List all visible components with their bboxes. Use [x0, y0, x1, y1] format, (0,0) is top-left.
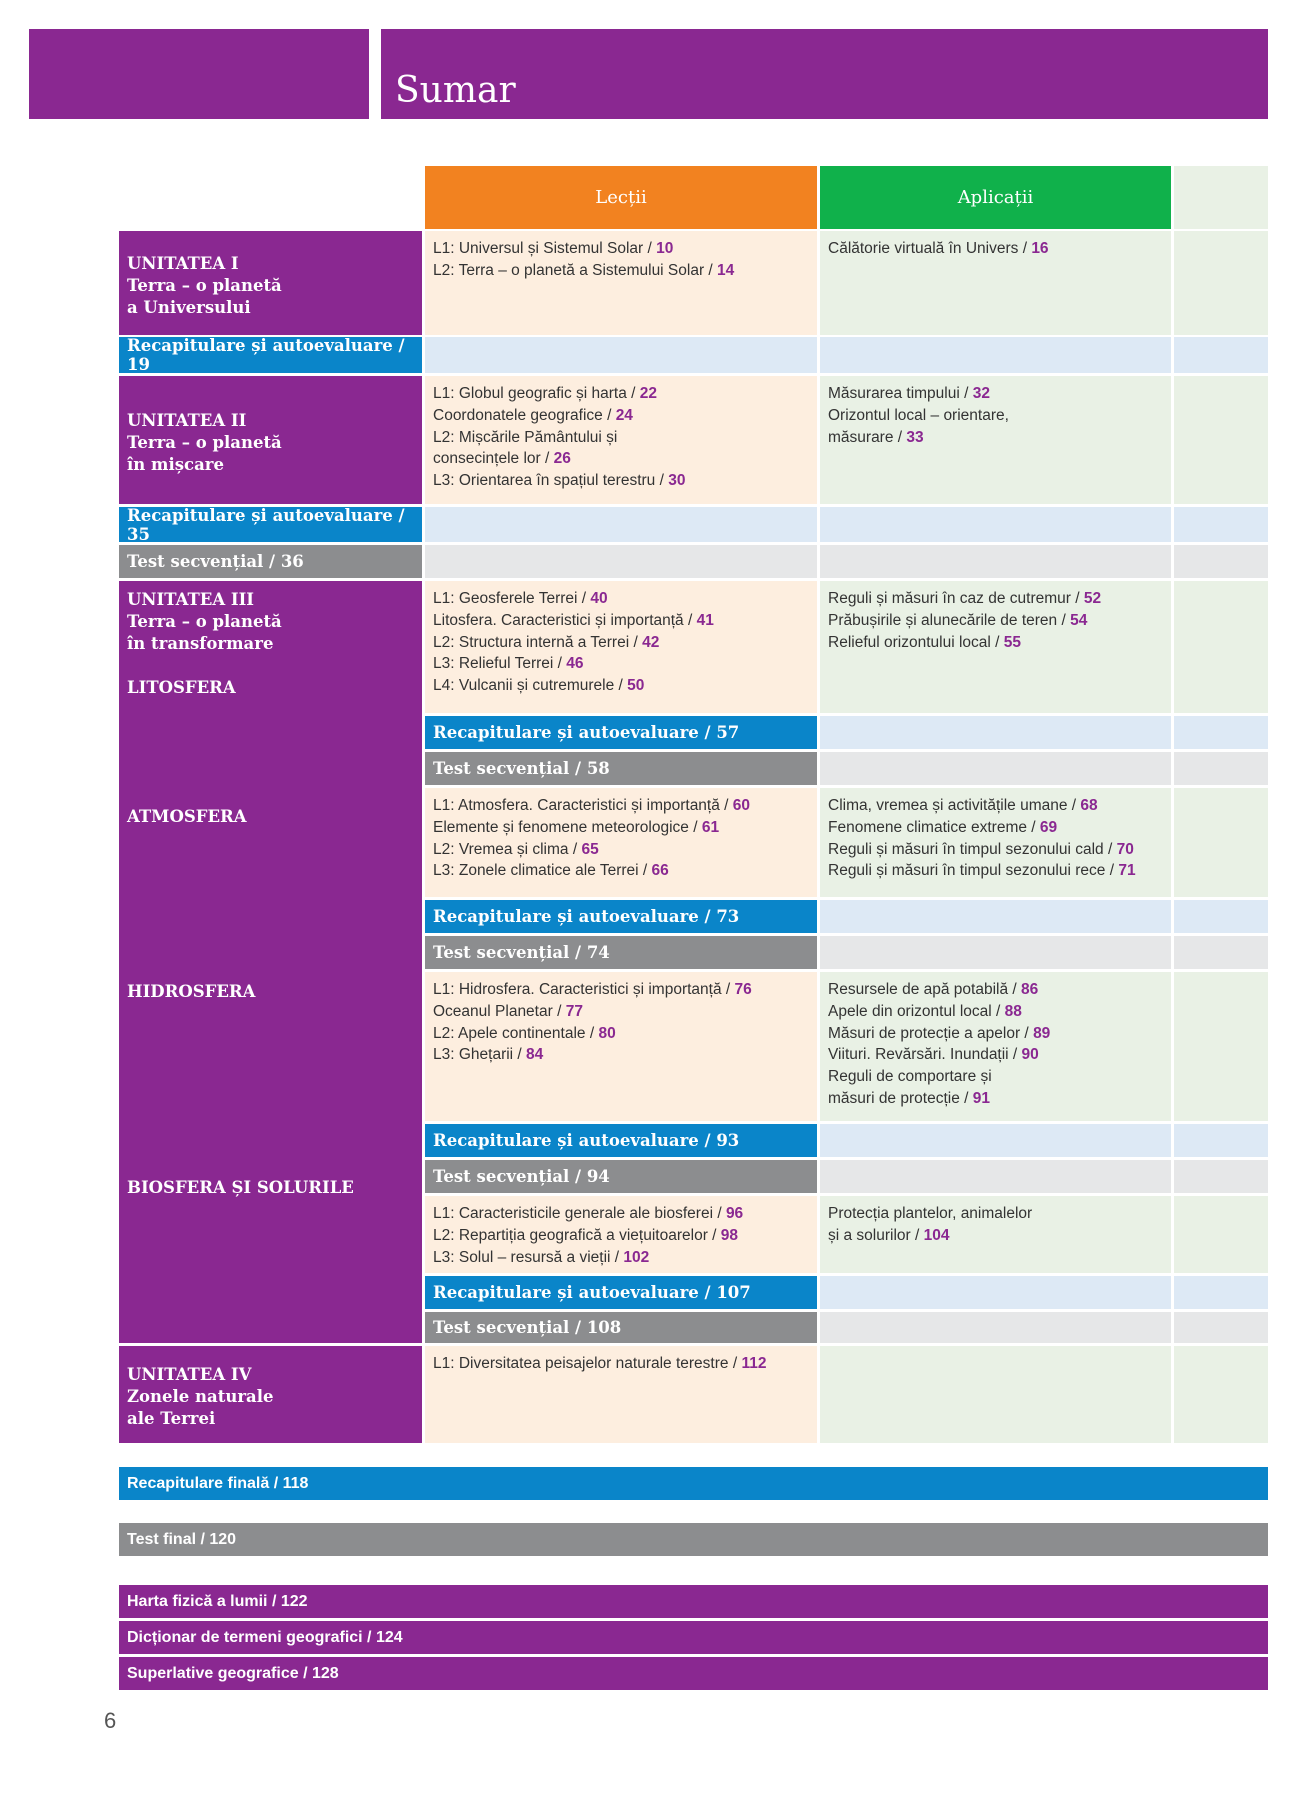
app-item: Apele din orizontul local / 88 [828, 1002, 1022, 1020]
unit2-lessons [425, 376, 817, 504]
lesson-item: L2: Vremea și clima / 65 [433, 840, 599, 858]
app-item: Reguli de comportare și [828, 1068, 992, 1086]
hidrosfera-test: Test secvențial / 94 [425, 1160, 817, 1193]
column-header-apps: Aplicații [820, 166, 1171, 229]
empty-cell [820, 1124, 1171, 1157]
lesson-item: L1: Geosferele Terrei / 40 [433, 590, 608, 607]
section-litosfera: LITOSFERA [127, 678, 236, 697]
unit1-label [119, 231, 422, 335]
empty-cell [1174, 936, 1268, 969]
unit2-extra [1174, 376, 1268, 504]
app-item: Reguli și măsuri în timpul sezonului rece / 71 [828, 862, 1136, 880]
app-item: Reguli și măsuri în caz de cutremur / 52 [828, 590, 1102, 607]
empty-cell [425, 545, 817, 578]
column-header-lessons: Lecții [425, 166, 817, 229]
empty-cell [820, 545, 1171, 578]
app-item: Călătorie virtuală în Univers / 16 [828, 240, 1049, 257]
empty-cell [1174, 1160, 1268, 1193]
empty-cell [1174, 1346, 1268, 1443]
unit4-line1: UNITATEA IV [127, 1365, 252, 1384]
unit1-line1: UNITATEA I [127, 254, 239, 273]
unit3-line3: în transformare [127, 634, 274, 653]
header-bar [381, 29, 1268, 119]
lesson-item: L3: Ghețarii / 84 [433, 1046, 544, 1064]
empty-cell [1174, 337, 1268, 373]
unit2-test: Test secvențial / 36 [119, 545, 422, 578]
atmosfera-lessons [425, 788, 817, 897]
empty-cell [1174, 900, 1268, 933]
app-item: Orizontul local – orientare, [828, 406, 1009, 424]
lesson-item: Oceanul Planetar / 77 [433, 1002, 583, 1020]
lesson-item: consecințele lor / 26 [433, 450, 571, 468]
empty-cell [1174, 581, 1268, 713]
app-item: Fenomene climatice extreme / 69 [828, 818, 1058, 836]
unit2-line2: Terra – o planetă [127, 433, 282, 452]
unit4-label [119, 1346, 422, 1443]
hidrosfera-apps [820, 972, 1171, 1121]
litosfera-recap: Recapitulare și autoevaluare / 57 [425, 716, 817, 749]
lesson-item: L2: Structura internă a Terrei / 42 [433, 633, 660, 651]
empty-cell [820, 337, 1171, 373]
app-item: Reguli și măsuri în timpul sezonului cald / 70 [828, 840, 1134, 858]
lesson-item: L1: Hidrosfera. Caracteristici și importanță / 76 [433, 981, 752, 998]
hidrosfera-lessons [425, 972, 817, 1121]
superlatives-bar: Superlative geografice / 128 [119, 1657, 1268, 1690]
empty-cell [820, 1312, 1171, 1343]
app-item: Măsuri de protecție a apelor / 89 [828, 1024, 1051, 1042]
lesson-item: L3: Zonele climatice ale Terrei / 66 [433, 862, 669, 880]
empty-cell [820, 716, 1171, 749]
unit3-line2: Terra – o planetă [127, 612, 282, 631]
empty-cell [425, 507, 817, 542]
empty-cell [1174, 1276, 1268, 1309]
app-item: Măsurarea timpului / 32 [828, 385, 990, 402]
lesson-item: L3: Relieful Terrei / 46 [433, 655, 584, 673]
app-item: Protecția plantelor, animalelor [828, 1205, 1033, 1222]
empty-cell [1174, 972, 1268, 1121]
lesson-item: L3: Solul – resursă a vieții / 102 [433, 1248, 650, 1266]
empty-cell [820, 507, 1171, 542]
unit4-line2: Zonele naturale [127, 1387, 274, 1406]
unit4-apps [820, 1346, 1171, 1443]
app-item: măsuri de protecție / 91 [828, 1089, 990, 1107]
empty-cell [1174, 545, 1268, 578]
lesson-item: L1: Globul geografic și harta / 22 [433, 385, 658, 402]
empty-cell [1174, 507, 1268, 542]
unit2-label [119, 376, 422, 504]
hidrosfera-recap: Recapitulare și autoevaluare / 93 [425, 1124, 817, 1157]
litosfera-test: Test secvențial / 58 [425, 752, 817, 785]
app-item: Clima, vremea și activitățile umane / 68 [828, 797, 1098, 814]
biosfera-apps [820, 1196, 1171, 1273]
lesson-item: L1: Atmosfera. Caracteristici și importanță / 60 [433, 797, 751, 814]
atmosfera-apps [820, 788, 1171, 897]
unit4-line3: ale Terrei [127, 1409, 216, 1428]
litosfera-lessons [425, 581, 817, 713]
empty-cell [820, 900, 1171, 933]
empty-cell [1174, 1124, 1268, 1157]
unit1-line2: Terra – o planetă [127, 276, 282, 295]
section-atmosfera: ATMOSFERA [127, 807, 247, 826]
lesson-item: L3: Orientarea în spațiul terestru / 30 [433, 472, 686, 490]
unit1-recap: Recapitulare și autoevaluare / 19 [119, 337, 422, 373]
unit2-line3: în mișcare [127, 455, 224, 474]
atmosfera-recap: Recapitulare și autoevaluare / 73 [425, 900, 817, 933]
lesson-item: L2: Apele continentale / 80 [433, 1024, 616, 1042]
lesson-item: L2: Mișcările Pământului și [433, 428, 618, 446]
unit1-extra [1174, 231, 1268, 335]
empty-cell [820, 752, 1171, 785]
app-item: Prăbușirile și alunecările de teren / 54 [828, 611, 1088, 629]
unit2-recap: Recapitulare și autoevaluare / 35 [119, 507, 422, 542]
empty-cell [425, 337, 817, 373]
unit2-apps [820, 376, 1171, 504]
empty-cell [1174, 752, 1268, 785]
lesson-item: Coordonatele geografice / 24 [433, 406, 633, 424]
empty-cell [1174, 716, 1268, 749]
biosfera-test: Test secvențial / 108 [425, 1312, 817, 1343]
lesson-item: L4: Vulcanii și cutremurele / 50 [433, 677, 645, 695]
lesson-item: Litosfera. Caracteristici și importanță / 41 [433, 611, 714, 629]
lesson-item: L1: Caracteristicile generale ale biosferei / 96 [433, 1205, 744, 1222]
app-item: și a solurilor / 104 [828, 1226, 950, 1244]
empty-cell [1174, 788, 1268, 897]
unit1-lessons [425, 231, 817, 335]
unit3-label [119, 581, 422, 1343]
app-item: măsurare / 33 [828, 428, 924, 446]
dictionary-bar: Dicționar de termeni geografici / 124 [119, 1621, 1268, 1654]
empty-cell [820, 1276, 1171, 1309]
app-item: Viituri. Revărsări. Inundații / 90 [828, 1046, 1039, 1064]
section-hidrosfera: HIDROSFERA [127, 982, 256, 1001]
column-header-extra [1174, 166, 1268, 229]
unit1-apps [820, 231, 1171, 335]
lesson-item: L1: Diversitatea peisajelor naturale terestre / 112 [433, 1355, 767, 1372]
lesson-item: L2: Terra – o planetă a Sistemului Solar / 14 [433, 261, 735, 279]
app-item: Resursele de apă potabilă / 86 [828, 981, 1039, 998]
section-biosfera: BIOSFERA ȘI SOLURILE [127, 1178, 354, 1197]
unit2-line1: UNITATEA II [127, 411, 247, 430]
empty-cell [820, 1160, 1171, 1193]
empty-cell [1174, 1196, 1268, 1273]
biosfera-lessons [425, 1196, 817, 1273]
unit1-line3: a Universului [127, 298, 251, 317]
lesson-item: Elemente și fenomene meteorologice / 61 [433, 818, 720, 836]
unit3-line1: UNITATEA III [127, 590, 255, 609]
final-recap-bar: Recapitulare finală / 118 [119, 1467, 1268, 1500]
lesson-item: L1: Universul și Sistemul Solar / 10 [433, 240, 674, 257]
atmosfera-test: Test secvențial / 74 [425, 936, 817, 969]
final-test-bar: Test final / 120 [119, 1523, 1268, 1556]
app-item: Relieful orizontului local / 55 [828, 633, 1022, 651]
physical-map-bar: Harta fizică a lumii / 122 [119, 1585, 1268, 1618]
unit4-lessons [425, 1346, 817, 1443]
lesson-item: L2: Repartiția geografică a viețuitoarelor / 98 [433, 1226, 739, 1244]
empty-cell [820, 936, 1171, 969]
header-left-block [29, 29, 369, 119]
biosfera-recap: Recapitulare și autoevaluare / 107 [425, 1276, 817, 1309]
page-title: Sumar [395, 70, 516, 111]
page-number: 6 [104, 1708, 117, 1733]
litosfera-apps [820, 581, 1171, 713]
empty-cell [1174, 1312, 1268, 1343]
